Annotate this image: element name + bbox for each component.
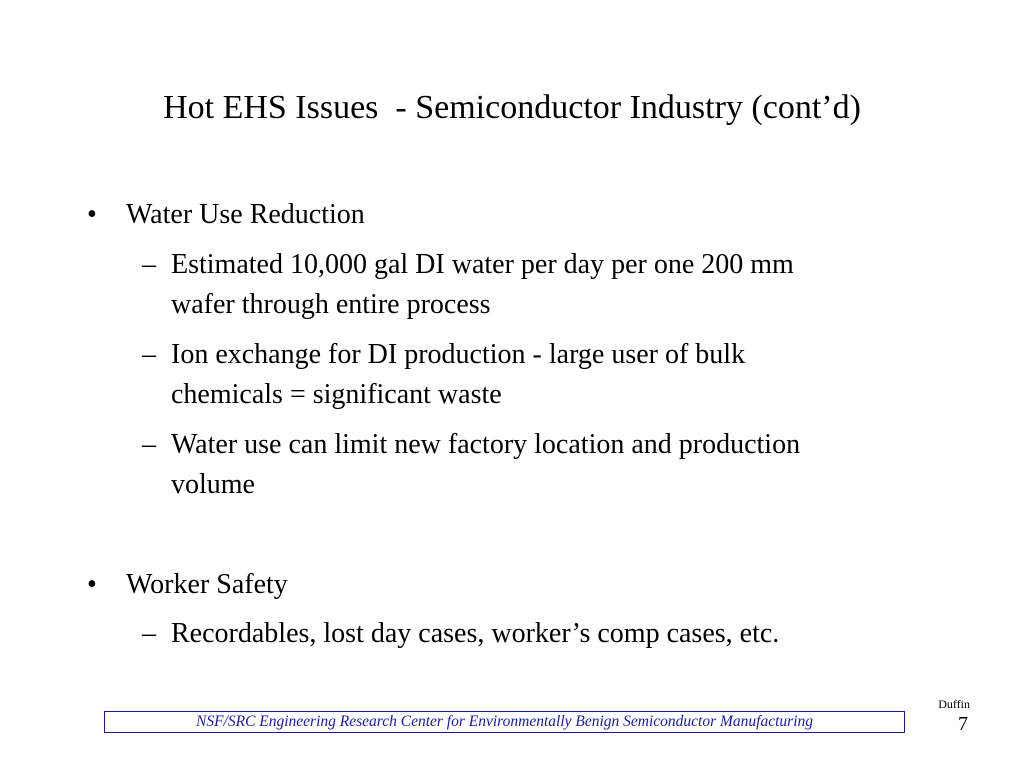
dash-marker: – [142, 618, 156, 649]
bullet-text: Worker Safety [126, 569, 288, 600]
subitem-line: Ion exchange for DI production - large user of bulk [171, 339, 746, 370]
bullet-marker: • [87, 569, 97, 600]
footer-author: Duffin [938, 697, 970, 711]
bullet-text: Water Use Reduction [126, 199, 365, 230]
dash-marker: – [142, 429, 156, 460]
subitem-line: volume [171, 469, 255, 500]
dash-marker: – [142, 339, 156, 370]
slide-title: Hot EHS Issues - Semiconductor Industry (cont’d) [163, 89, 861, 126]
subitem-line: wafer through entire process [171, 289, 491, 320]
footer-center-label: NSF/SRC Engineering Research Center for Environmentally Benign Semiconductor Manufacturing [104, 711, 905, 733]
subitem-line: Estimated 10,000 gal DI water per day per one 200 mm [171, 249, 794, 280]
bullet-marker: • [87, 199, 97, 230]
subitem-line: chemicals = significant waste [171, 379, 502, 410]
dash-marker: – [142, 249, 156, 280]
subitem-line: Water use can limit new factory location and production [171, 429, 801, 460]
subitem-line: Recordables, lost day cases, worker’s comp cases, etc. [171, 618, 780, 649]
page-number: 7 [958, 713, 968, 735]
